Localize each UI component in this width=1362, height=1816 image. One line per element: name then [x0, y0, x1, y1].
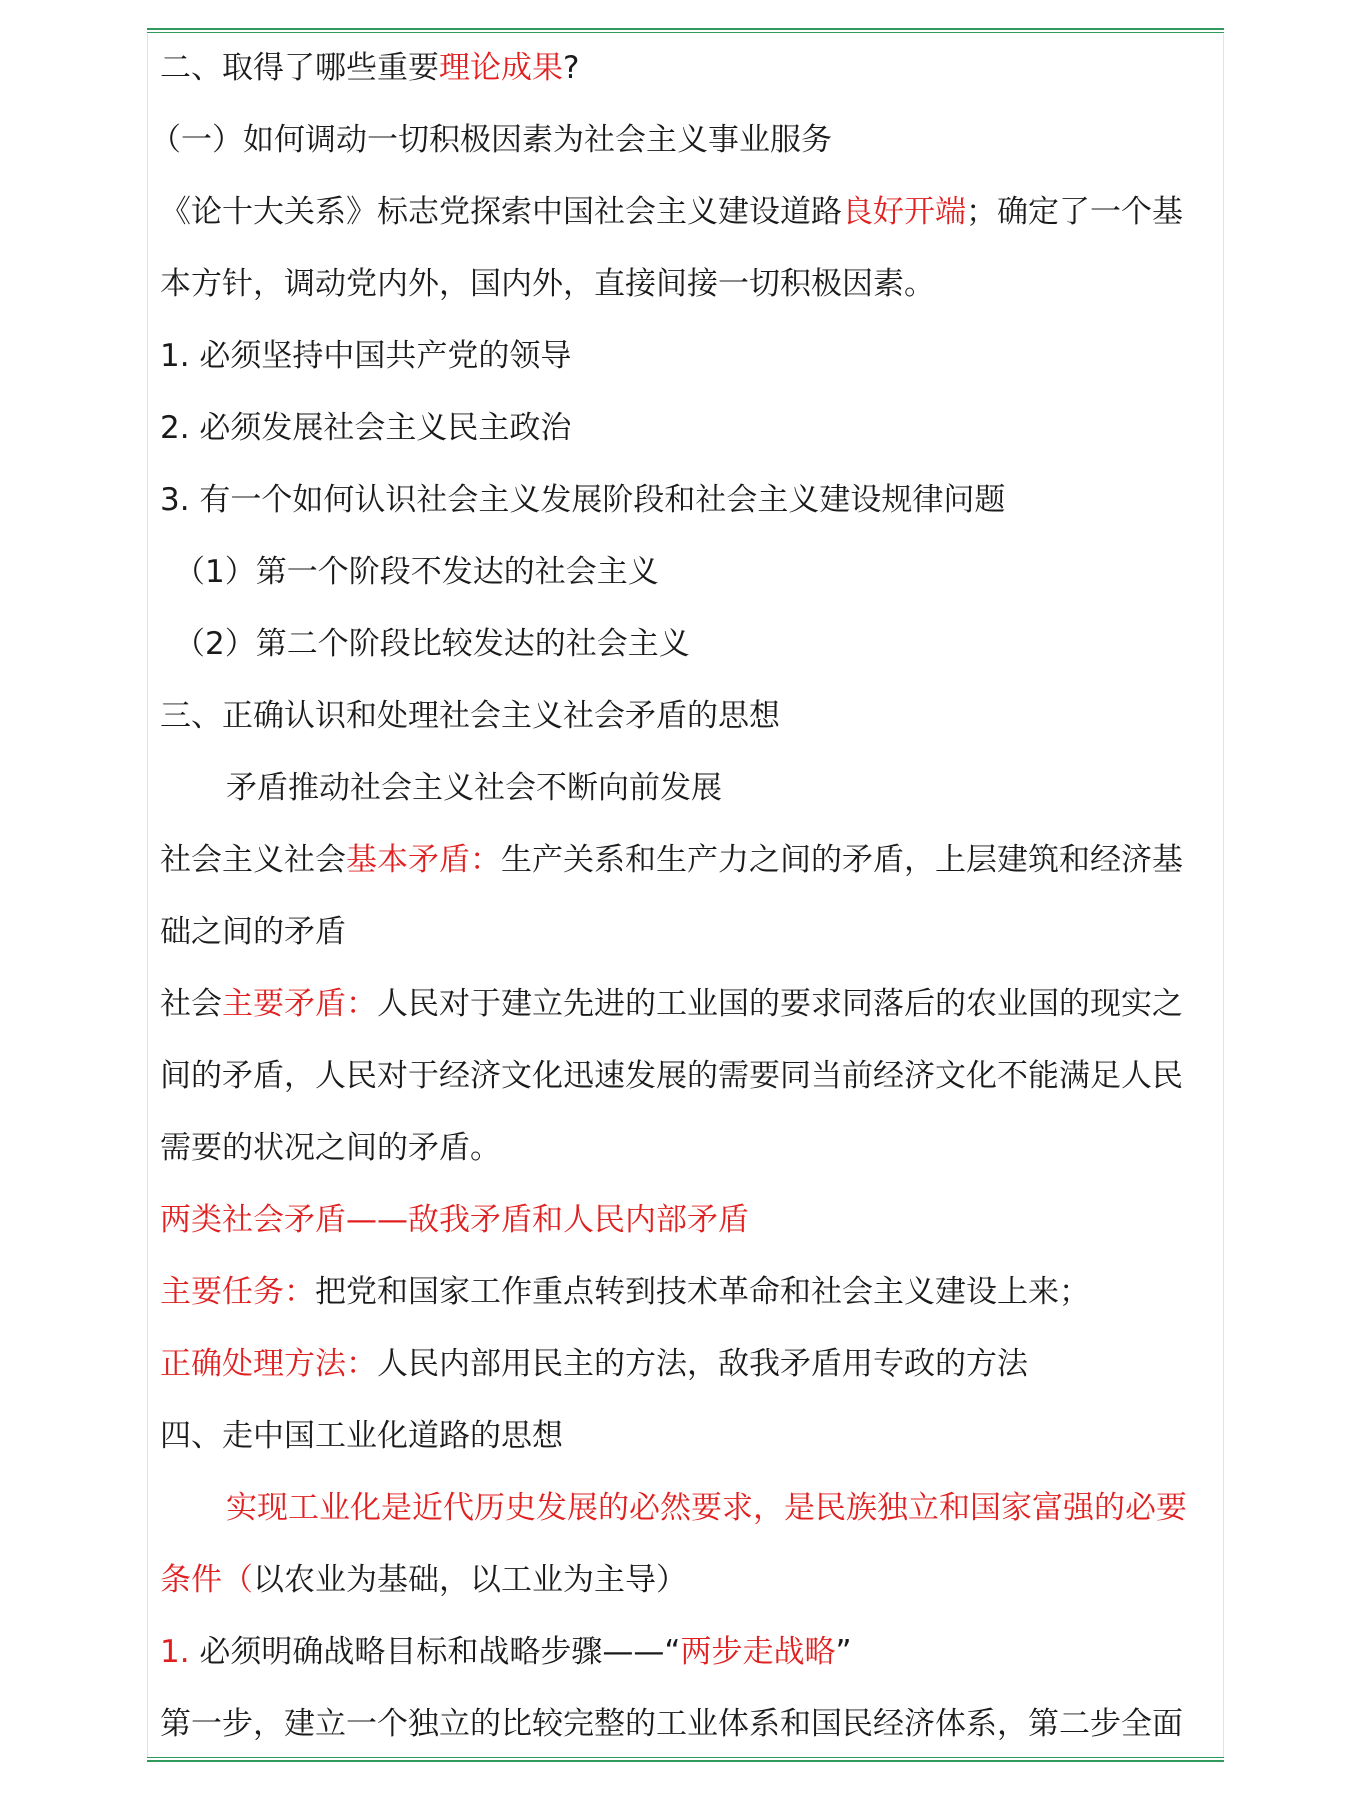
highlight-segment: 实现工业化是近代历史发展的必然要求，是民族独立和国家富强的必要	[226, 1490, 1187, 1526]
text-segment: 生产关系和生产力之间的矛盾，上层建筑和经济基	[501, 842, 1183, 878]
list-item	[160, 1630, 1220, 1674]
text-segment: 以农业为基础，以工业为主导）	[253, 1562, 687, 1598]
text-segment: 需要的状况之间的矛盾。	[160, 1130, 501, 1166]
highlight-line	[226, 1486, 1220, 1530]
text-segment: 人民对于建立先进的工业国的要求同落后的农业国的现实之	[377, 986, 1183, 1022]
list-item	[160, 406, 1220, 450]
highlight-segment: 基本矛盾：	[346, 842, 501, 878]
top-rule-inner	[147, 32, 1224, 33]
top-rule	[147, 28, 1224, 30]
text-segment: 三、正确认识和处理社会主义社会矛盾的思想	[160, 698, 780, 734]
text-segment: 第一步，建立一个独立的比较完整的工业体系和国民经济体系，第二步全面	[160, 1706, 1183, 1742]
sub-list-item	[174, 550, 1234, 594]
text-segment: 社会	[160, 986, 222, 1022]
text-segment: 人民内部用民主的方法，敌我矛盾用专政的方法	[377, 1346, 1028, 1382]
right-border	[1223, 34, 1224, 1758]
bottom-rule-inner	[147, 1757, 1224, 1758]
paragraph-line	[160, 262, 1220, 306]
text-segment: 本方针，调动党内外，国内外，直接间接一切积极因素。	[160, 266, 935, 302]
sub-list-item	[174, 622, 1234, 666]
text-segment: （一）如何调动一切积极因素为社会主义事业服务	[150, 122, 832, 158]
text-segment: 《论十大关系》标志党探索中国社会主义建设道路	[160, 194, 842, 230]
paragraph-line	[160, 1126, 1220, 1170]
text-segment: 二、取得了哪些重要	[160, 50, 439, 86]
text-segment: 社会主义社会	[160, 842, 346, 878]
text-segment: 把党和国家工作重点转到技术革命和社会主义建设上来；	[315, 1274, 1090, 1310]
section-heading-2	[160, 46, 1220, 90]
highlight-segment: 理论成果	[439, 50, 563, 86]
text-segment: 3. 有一个如何认识社会主义发展阶段和社会主义建设规律问题	[160, 482, 1006, 518]
text-segment: 间的矛盾，人民对于经济文化迅速发展的需要同当前经济文化不能满足人民	[160, 1058, 1183, 1094]
highlight-segment: 主要任务：	[160, 1274, 315, 1310]
highlight-segment: 正确处理方法：	[160, 1346, 377, 1382]
subsection-heading-1	[150, 118, 1210, 162]
section-heading-3	[160, 694, 1220, 738]
bottom-rule	[147, 1760, 1224, 1762]
text-segment: ；确定了一个基	[966, 194, 1183, 230]
paragraph-line	[160, 1270, 1220, 1314]
text-segment: （1）第一个阶段不发达的社会主义	[174, 554, 659, 590]
highlight-segment: 条件（	[160, 1562, 253, 1598]
highlight-segment: 两类社会矛盾——敌我矛盾和人民内部矛盾	[160, 1202, 749, 1238]
paragraph-line	[160, 1702, 1220, 1746]
paragraph-line	[160, 910, 1220, 954]
paragraph-line	[226, 766, 1220, 810]
text-segment: 1. 必须坚持中国共产党的领导	[160, 338, 572, 374]
highlight-segment: 良好开端	[842, 194, 966, 230]
text-segment: （2）第二个阶段比较发达的社会主义	[174, 626, 690, 662]
paragraph-line	[160, 1342, 1220, 1386]
text-segment: ”	[835, 1634, 852, 1670]
highlight-segment: 主要矛盾：	[222, 986, 377, 1022]
highlight-segment: 1.	[160, 1634, 190, 1670]
text-segment: 2. 必须发展社会主义民主政治	[160, 410, 572, 446]
left-border	[147, 34, 148, 1758]
paragraph-line	[160, 190, 1220, 234]
paragraph-line	[160, 1054, 1220, 1098]
list-item	[160, 478, 1220, 522]
text-segment: 必须明确战略目标和战略步骤——“	[189, 1634, 681, 1670]
paragraph-line	[160, 1558, 1220, 1602]
paragraph-line	[160, 982, 1220, 1026]
text-segment: 四、走中国工业化道路的思想	[160, 1418, 563, 1454]
highlight-segment: 两步走战略	[680, 1634, 836, 1670]
text-segment: 础之间的矛盾	[160, 914, 346, 950]
highlight-line	[160, 1198, 1220, 1242]
list-item	[160, 334, 1220, 378]
section-heading-4	[160, 1414, 1220, 1458]
paragraph-line	[160, 838, 1220, 882]
text-segment: ?	[563, 50, 580, 86]
text-segment: 矛盾推动社会主义社会不断向前发展	[226, 770, 722, 806]
